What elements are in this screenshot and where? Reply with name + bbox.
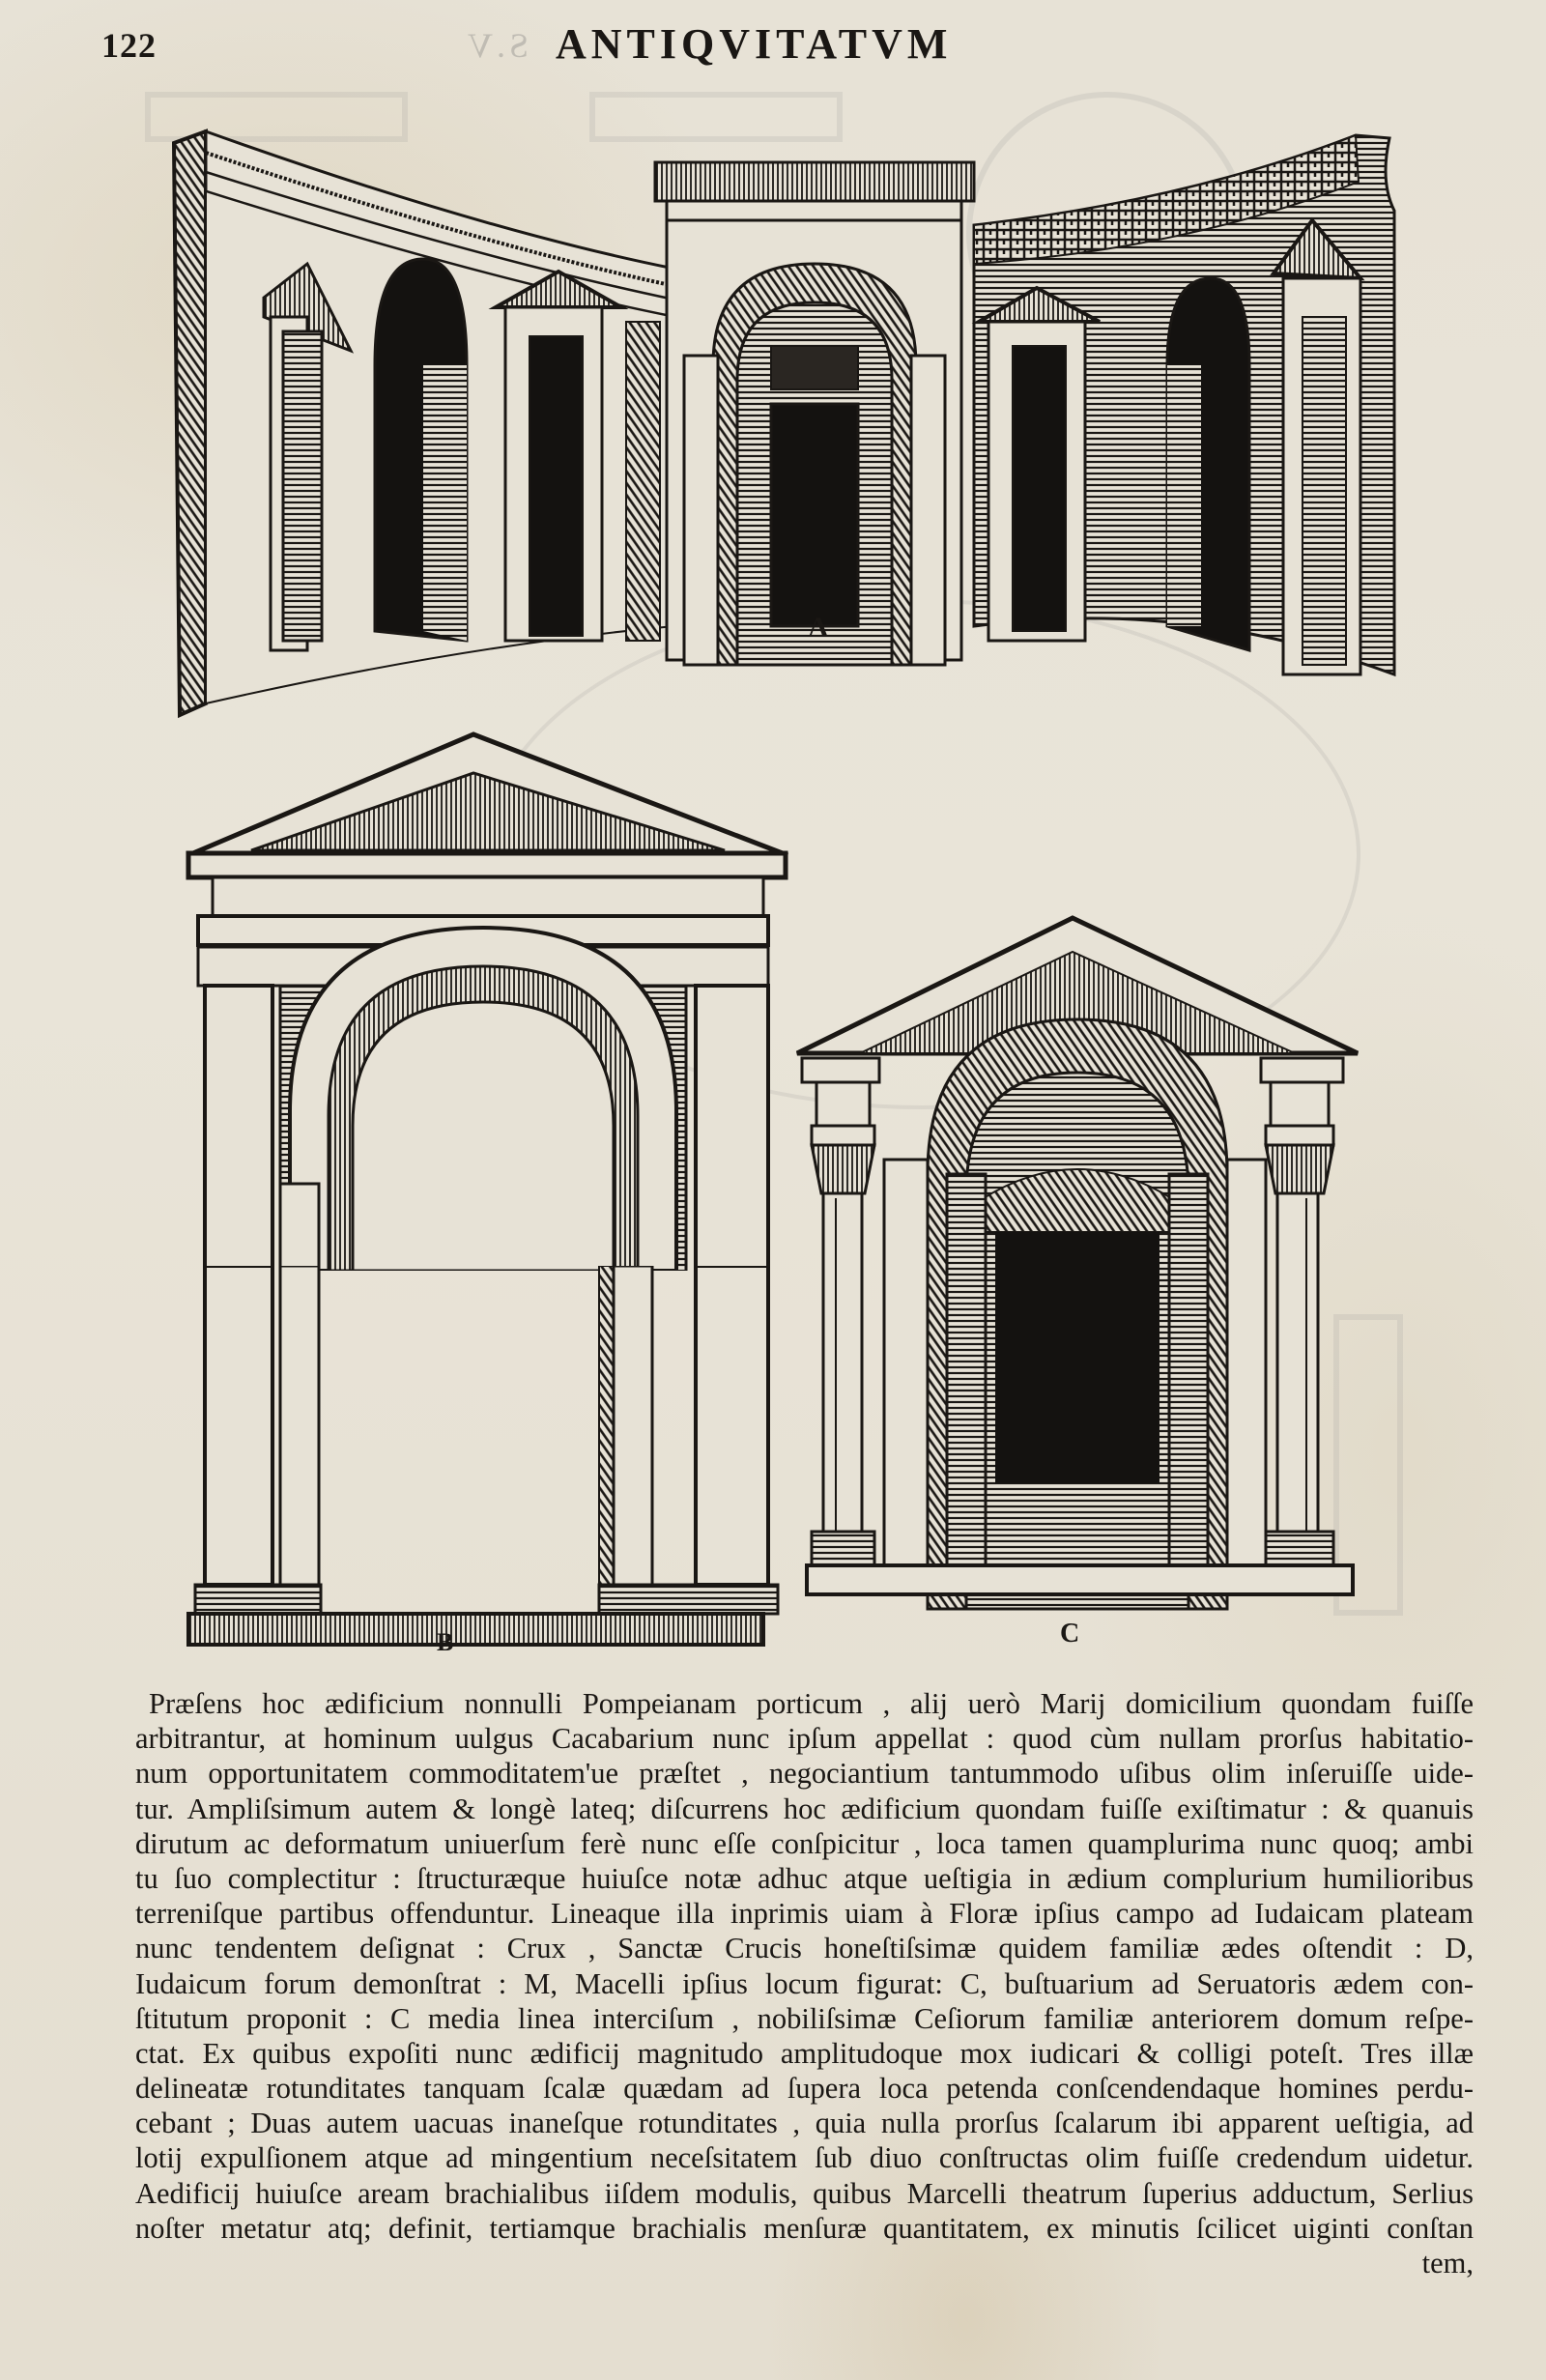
text-line: terreniſque partibus offenduntur. Lineaque illa inprimis uiam à Floræ ipſius campo ad Iudaicam plateam bbox=[135, 1897, 1474, 1931]
text-line: Præſens hoc ædificium nonnulli Pompeianam porticum , alij uerò Marij domicilium quondam fuiſſe bbox=[149, 1687, 1474, 1720]
figure-b-lower bbox=[184, 1266, 792, 1656]
figure-label-b: B bbox=[437, 1628, 454, 1656]
figure-b bbox=[184, 730, 792, 1271]
page-header bbox=[0, 17, 1546, 75]
text-line: nunc tendentem deſignat : Crux , Sanctæ Crucis honeſtiſsimæ quidem familiæ ædes oſtendit : D, bbox=[135, 1932, 1474, 1965]
figure-a bbox=[172, 124, 1399, 723]
showthrough-text: S.V bbox=[464, 26, 530, 65]
figure-label-a: A bbox=[808, 612, 829, 644]
figure-b-lower-engraving bbox=[184, 1266, 792, 1652]
text-line: ctat. Ex quibus expoſiti nunc ædificij magnitudo amplitudoque mox iudicari & colligi poteſt. Tres illæ bbox=[135, 2036, 1474, 2070]
text-line: tu ſuo complectitur : ſtructuræque huiuſce notæ adhuc atque ueſtigia in ædium complurium humilioribus bbox=[135, 1861, 1474, 1895]
text-line: cebant ; Duas autem uacuas inaneſque rotunditates , quia nulla prorſus ſcalarum ibi apparent ueſtigia, ad bbox=[135, 2107, 1474, 2140]
figure-b-engraving bbox=[184, 730, 792, 1271]
figure-c-engraving bbox=[787, 913, 1362, 1619]
text-line: Aedificij huiuſce aream brachialibus iiſdem modulis, quibus Marcelli theatrum ſuperius adductum, Serlius bbox=[135, 2176, 1474, 2210]
text-line: noſter metatur atq; definit, tertiamque brachialis menſuræ quantitatem, ex minutis ſcilicet uiginti conſtan bbox=[135, 2211, 1474, 2245]
page-number: 122 bbox=[101, 26, 157, 65]
text-line: delineatæ rotunditates tanquam ſcalæ quædam ad ſupera loca petenda conſcendendaque homines perdu- bbox=[135, 2072, 1474, 2106]
figure-c bbox=[787, 913, 1362, 1649]
catchword: tem, bbox=[1421, 2247, 1474, 2280]
text-line: tur. Ampliſsimum autem & longè lateq; diſcurrens hoc ædificium quondam fuiſſe exiſtimatur : & quanuis bbox=[135, 1792, 1474, 1825]
running-title: ANTIQVITATVM bbox=[556, 20, 953, 68]
text-line: num opportunitatem commoditatem'ue præſtet , negociantium tantummodo uſibus olim inſeruiſſe uide- bbox=[135, 1757, 1474, 1791]
text-line: dirutum ac deformatum uniuerſum ferè nunc eſſe conſpicitur , loca tamen quamplurima nunc quoq; ambi bbox=[135, 1826, 1474, 1860]
text-line: arbitrantur, at hominum uulgus Cacabarium nunc ipſum appellat : quod cùm nullam prorſus habitatio- bbox=[135, 1722, 1474, 1756]
text-line: lotij expulſionem atque ad mingentium neceſsitatem ſub diuo conſtructas olim fuiſſe credendum uidetur. bbox=[135, 2141, 1474, 2175]
text-line: ſtitutum proponit : C media linea interciſum , nobiliſsimæ Ceſiorum familiæ anteriorem domum reſpe- bbox=[135, 2001, 1474, 2035]
figure-a-engraving bbox=[172, 124, 1399, 723]
text-line: Iudaicum forum demonſtrat : M, Macelli ipſius locum figurat: C, buſtuarium ad Seruatoris ædem con- bbox=[135, 1966, 1474, 2000]
figure-label-c: C bbox=[1060, 1619, 1080, 1649]
body-text bbox=[135, 1686, 1474, 2280]
